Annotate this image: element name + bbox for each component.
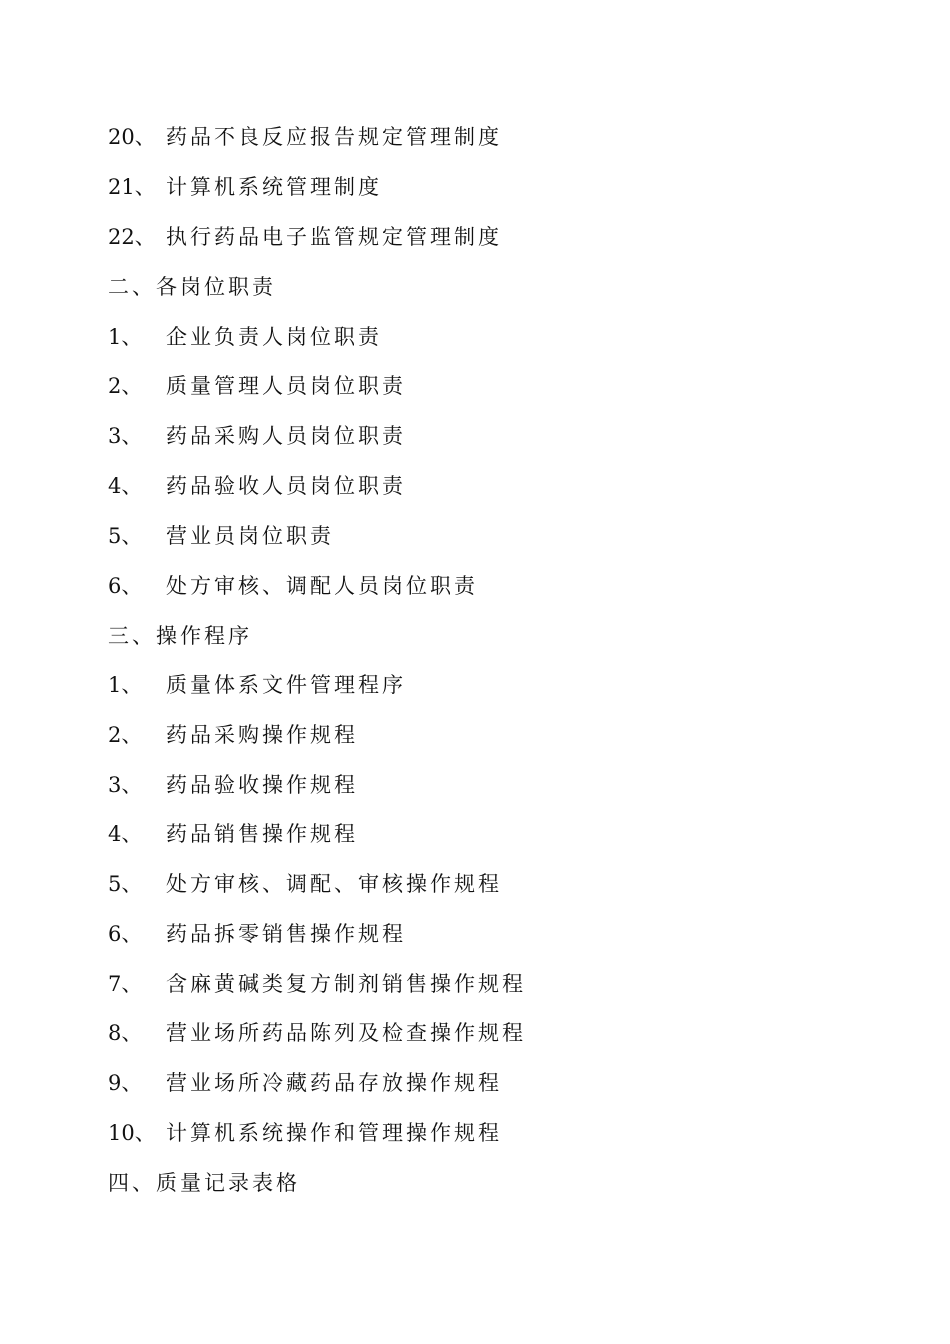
item-text: 药品采购操作规程 — [166, 723, 358, 747]
list-item — [108, 969, 526, 999]
section-heading: 三、操作程序 — [108, 624, 252, 648]
item-text: 执行药品电子监管规定管理制度 — [166, 225, 502, 249]
item-text: 质量管理人员岗位职责 — [166, 374, 406, 398]
list-item — [108, 172, 382, 202]
item-number: 6、 — [108, 922, 143, 946]
list-item — [108, 222, 502, 252]
item-text: 营业场所冷藏药品存放操作规程 — [166, 1071, 502, 1095]
item-text: 计算机系统管理制度 — [166, 175, 382, 199]
list-item — [108, 770, 358, 800]
list-item — [108, 1018, 526, 1048]
list-item — [108, 720, 358, 750]
list-item — [108, 521, 334, 551]
list-item — [108, 371, 406, 401]
item-text: 计算机系统操作和管理操作规程 — [166, 1121, 502, 1145]
item-number: 4、 — [108, 822, 143, 846]
item-text: 营业场所药品陈列及检查操作规程 — [166, 1021, 526, 1045]
item-number: 2、 — [108, 723, 143, 747]
list-item — [108, 421, 406, 451]
list-item — [108, 869, 502, 899]
item-number: 5、 — [108, 872, 143, 896]
item-number: 20、 — [108, 125, 156, 149]
item-number: 21、 — [108, 175, 156, 199]
item-text: 药品不良反应报告规定管理制度 — [166, 125, 502, 149]
item-number: 1、 — [108, 325, 143, 349]
item-text: 含麻黄碱类复方制剂销售操作规程 — [166, 972, 526, 996]
list-item — [108, 471, 406, 501]
list-item — [108, 670, 406, 700]
item-number: 7、 — [108, 972, 143, 996]
item-number: 10、 — [108, 1121, 156, 1145]
item-text: 质量体系文件管理程序 — [166, 673, 406, 697]
item-number: 4、 — [108, 474, 143, 498]
item-text: 企业负责人岗位职责 — [166, 325, 382, 349]
item-text: 处方审核、调配人员岗位职责 — [166, 574, 478, 598]
item-number: 1、 — [108, 673, 143, 697]
item-number: 5、 — [108, 524, 143, 548]
list-item — [108, 1068, 502, 1098]
item-number: 9、 — [108, 1071, 143, 1095]
item-text: 药品验收操作规程 — [166, 773, 358, 797]
section-heading: 二、各岗位职责 — [108, 275, 276, 299]
list-item — [108, 322, 382, 352]
item-text: 处方审核、调配、审核操作规程 — [166, 872, 502, 896]
list-item — [108, 122, 502, 152]
section-heading: 四、质量记录表格 — [108, 1171, 300, 1195]
item-number: 2、 — [108, 374, 143, 398]
item-number: 6、 — [108, 574, 143, 598]
item-text: 药品拆零销售操作规程 — [166, 922, 406, 946]
item-text: 营业员岗位职责 — [166, 524, 334, 548]
item-number: 22、 — [108, 225, 156, 249]
list-item — [108, 571, 478, 601]
item-text: 药品采购人员岗位职责 — [166, 424, 406, 448]
item-number: 3、 — [108, 424, 143, 448]
item-number: 8、 — [108, 1021, 143, 1045]
list-item — [108, 819, 358, 849]
item-number: 3、 — [108, 773, 143, 797]
list-item — [108, 919, 406, 949]
list-item — [108, 1118, 502, 1148]
item-text: 药品销售操作规程 — [166, 822, 358, 846]
item-text: 药品验收人员岗位职责 — [166, 474, 406, 498]
